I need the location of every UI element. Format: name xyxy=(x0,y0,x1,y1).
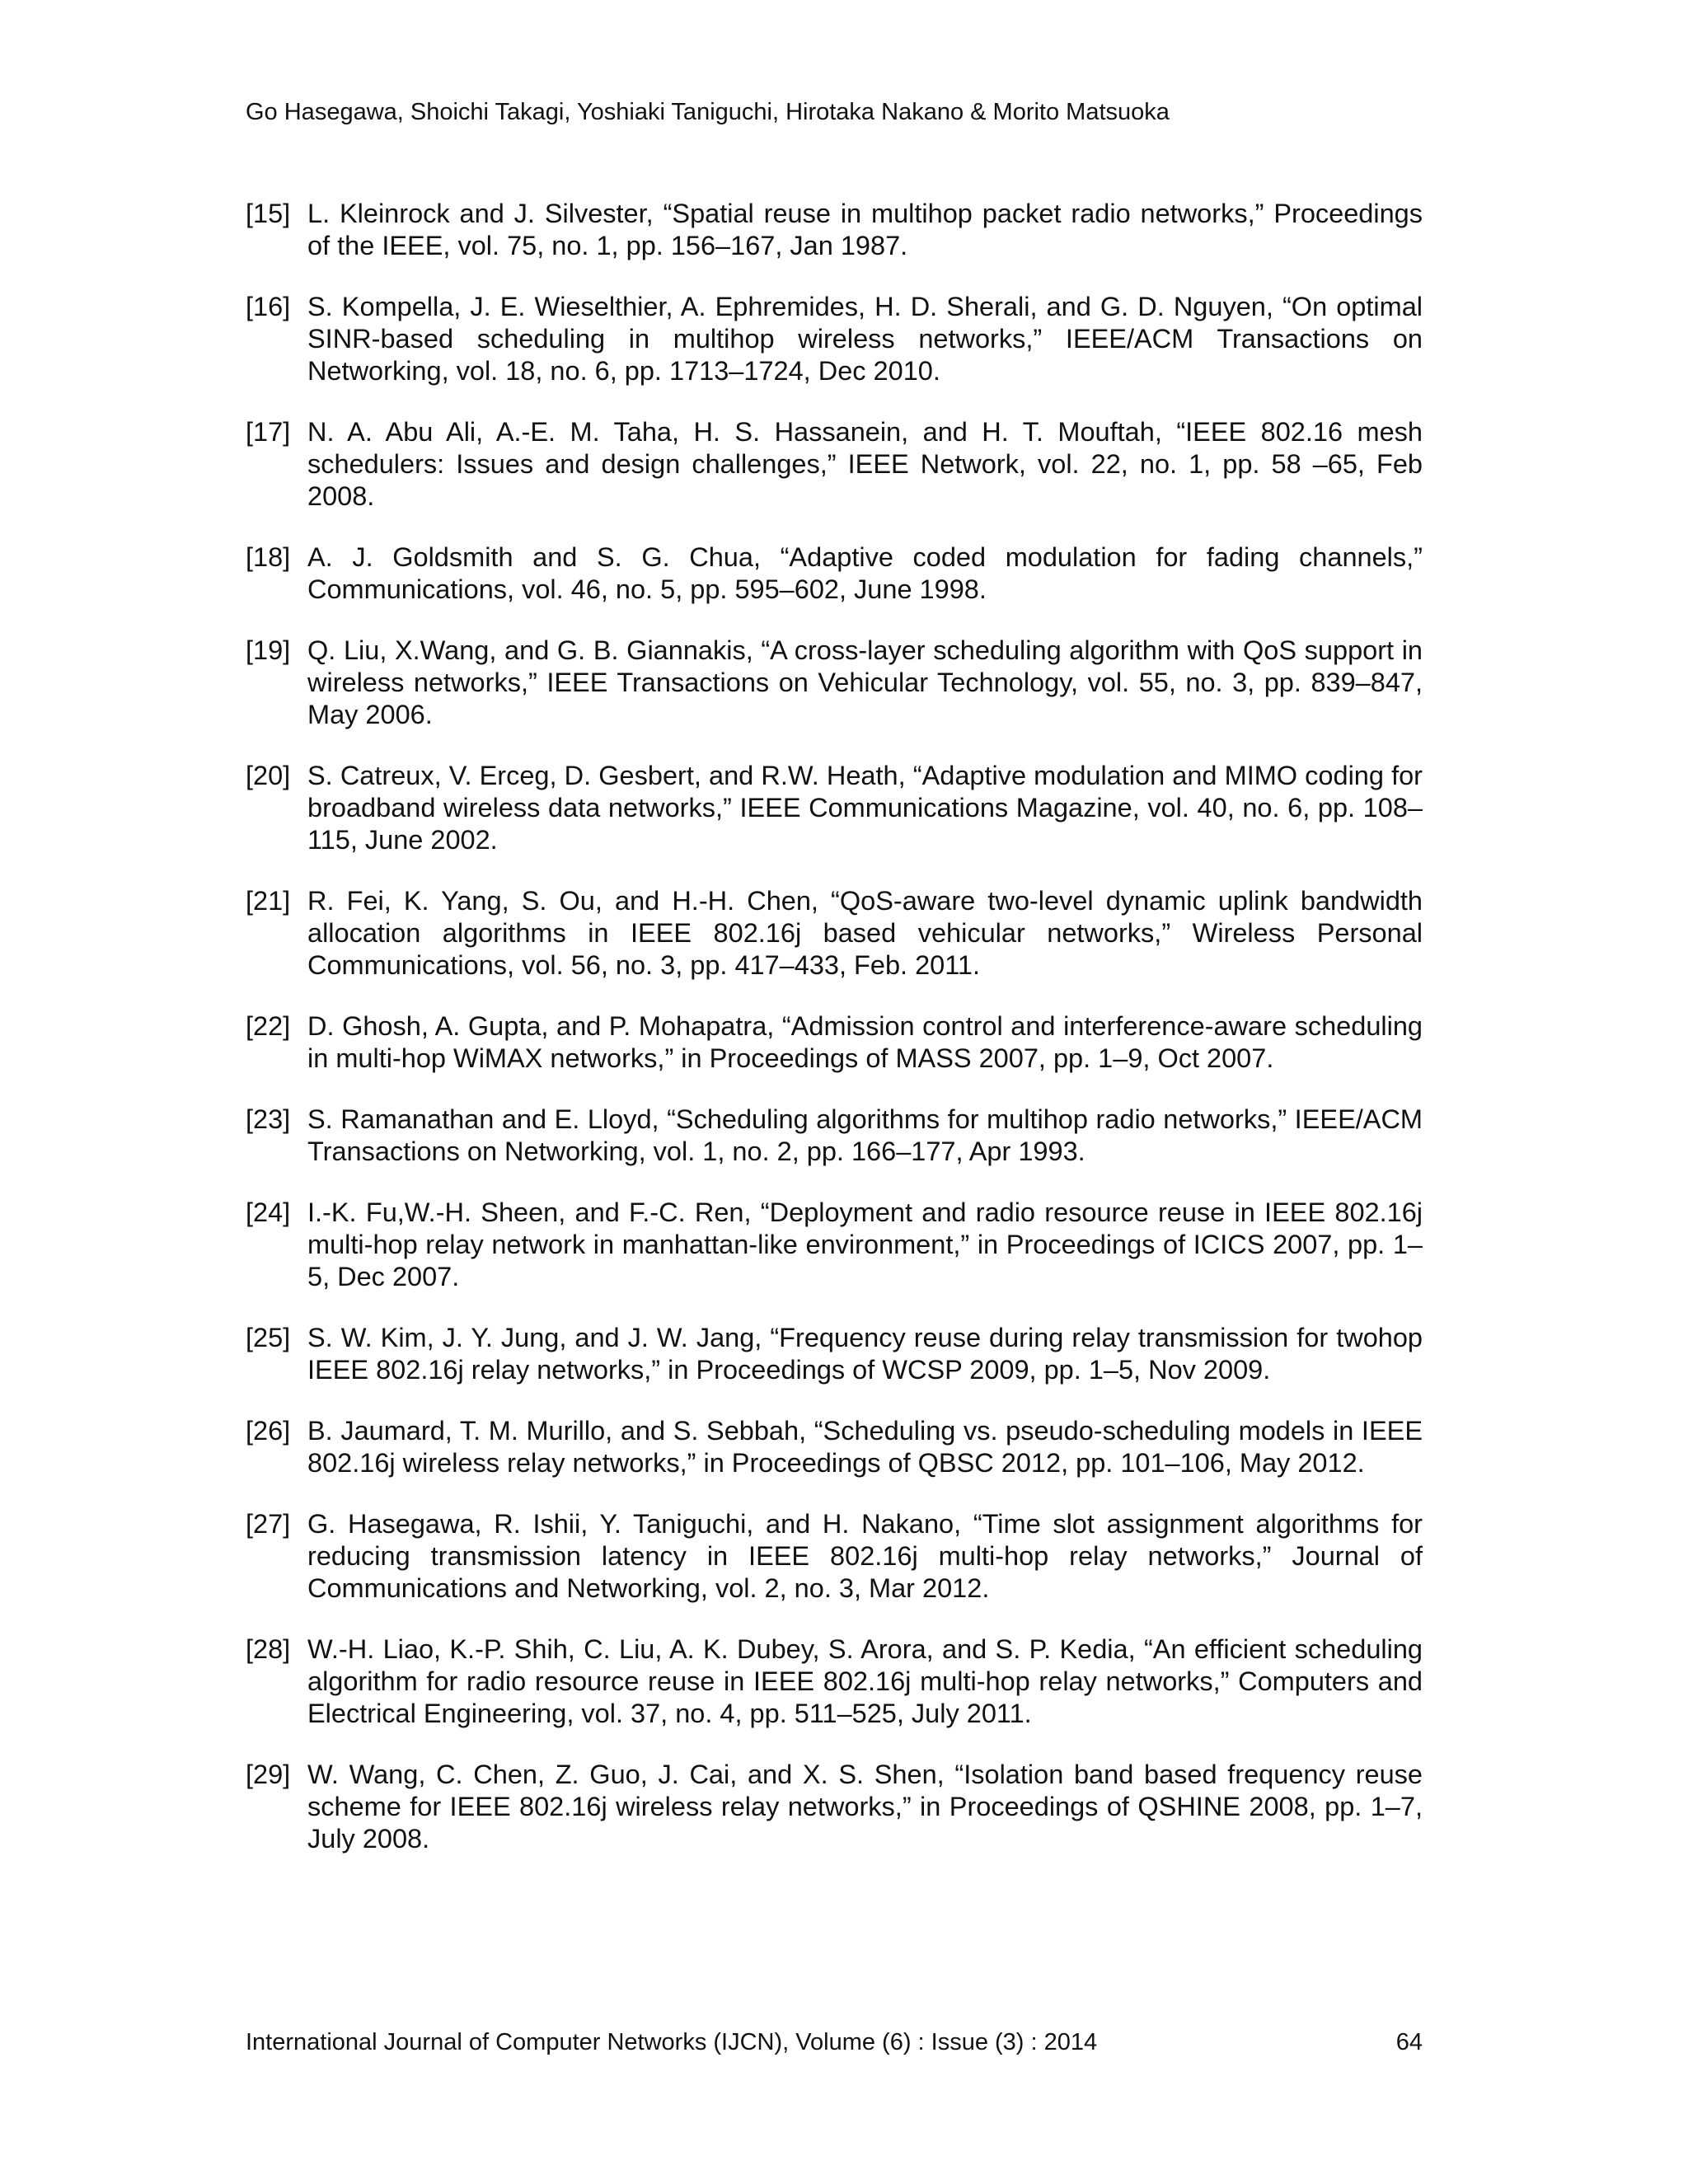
reference-item xyxy=(246,1508,1423,1605)
reference-list xyxy=(246,198,1423,1884)
footer-journal-citation: International Journal of Computer Networks (IJCN), Volume (6) : Issue (3) : 2014 xyxy=(246,2029,1098,2055)
reference-item xyxy=(246,1104,1423,1168)
reference-item xyxy=(246,1010,1423,1075)
reference-text: B. Jaumard, T. M. Murillo, and S. Sebbah, “Scheduling vs. pseudo-scheduling models in IEEE 802.16j wireless relay networks,” in Proceedings of QBSC 2012, pp. 101–106, May 2012. xyxy=(307,1416,1423,1478)
reference-item xyxy=(246,1197,1423,1293)
reference-item xyxy=(246,760,1423,856)
reference-item xyxy=(246,291,1423,387)
page-number: 64 xyxy=(1395,2029,1423,2055)
reference-item xyxy=(246,635,1423,731)
reference-item xyxy=(246,885,1423,982)
reference-number: [24] xyxy=(246,1197,291,1227)
reference-text: Q. Liu, X.Wang, and G. B. Giannakis, “A cross-layer scheduling algorithm with QoS support in wireless networks,” IEEE Transactions on Vehicular Technology, vol. 55, no. 3, pp. 839–847, May 2006. xyxy=(307,635,1423,729)
reference-number: [17] xyxy=(246,417,291,447)
reference-number: [18] xyxy=(246,542,291,572)
reference-item xyxy=(246,1415,1423,1479)
reference-text: R. Fei, K. Yang, S. Ou, and H.-H. Chen, “QoS-aware two-level dynamic uplink bandwidth allocation algorithms in IEEE 802.16j based vehicular networks,” Wireless Personal Communications, vol. 56, no. 3, pp. 417–433, Feb. 2011. xyxy=(307,886,1423,980)
reference-item xyxy=(246,1322,1423,1386)
reference-text: S. Kompella, J. E. Wieselthier, A. Ephremides, H. D. Sherali, and G. D. Nguyen, “On optimal SINR-based scheduling in multihop wireless networks,” IEEE/ACM Transactions on Networking, vol. 18, no. 6, pp. 1713–1724, Dec 2010. xyxy=(307,292,1423,386)
reference-item xyxy=(246,1633,1423,1730)
reference-item xyxy=(246,416,1423,513)
reference-number: [23] xyxy=(246,1104,291,1134)
reference-number: [21] xyxy=(246,886,291,916)
reference-text: I.-K. Fu,W.-H. Sheen, and F.-C. Ren, “Deployment and radio resource reuse in IEEE 802.16j multi-hop relay network in manhattan-like environment,” in Proceedings of ICICS 2007, pp. 1–5, Dec 2007. xyxy=(307,1197,1423,1291)
reference-number: [15] xyxy=(246,199,291,228)
reference-number: [29] xyxy=(246,1760,291,1789)
reference-number: [25] xyxy=(246,1323,291,1352)
reference-text: S. Ramanathan and E. Lloyd, “Scheduling algorithms for multihop radio networks,” IEEE/ACM Transactions on Networking, vol. 1, no. 2, pp. 166–177, Apr 1993. xyxy=(307,1104,1423,1166)
reference-text: W. Wang, C. Chen, Z. Guo, J. Cai, and X. S. Shen, “Isolation band based frequency reuse scheme for IEEE 802.16j wireless relay networks,” in Proceedings of QSHINE 2008, pp. 1–7, July 2008. xyxy=(307,1760,1423,1854)
reference-text: D. Ghosh, A. Gupta, and P. Mohapatra, “Admission control and interference-aware scheduling in multi-hop WiMAX networks,” in Proceedings of MASS 2007, pp. 1–9, Oct 2007. xyxy=(307,1011,1423,1073)
reference-text: S. Catreux, V. Erceg, D. Gesbert, and R.W. Heath, “Adaptive modulation and MIMO coding for broadband wireless data networks,” IEEE Communications Magazine, vol. 40, no. 6, pp. 108–115, June 2002. xyxy=(307,761,1423,855)
reference-text: G. Hasegawa, R. Ishii, Y. Taniguchi, and H. Nakano, “Time slot assignment algorithms for reducing transmission latency in IEEE 802.16j multi-hop relay networks,” Journal of Communications and Networking, vol. 2, no. 3, Mar 2012. xyxy=(307,1509,1423,1603)
reference-text: N. A. Abu Ali, A.-E. M. Taha, H. S. Hassanein, and H. T. Mouftah, “IEEE 802.16 mesh schedulers: Issues and design challenges,” IEEE Network, vol. 22, no. 1, pp. 58 –65, Feb 2008. xyxy=(307,417,1423,511)
reference-number: [28] xyxy=(246,1634,291,1664)
reference-number: [22] xyxy=(246,1011,291,1041)
page-header-authors: Go Hasegawa, Shoichi Takagi, Yoshiaki Taniguchi, Hirotaka Nakano & Morito Matsuoka xyxy=(246,99,1170,125)
reference-number: [27] xyxy=(246,1509,291,1539)
reference-item xyxy=(246,541,1423,606)
reference-number: [20] xyxy=(246,761,291,790)
reference-text: W.-H. Liao, K.-P. Shih, C. Liu, A. K. Dubey, S. Arora, and S. P. Kedia, “An efficient scheduling algorithm for radio resource reuse in IEEE 802.16j multi-hop relay networks,” Computers and Electrical Engineering, vol. 37, no. 4, pp. 511–525, July 2011. xyxy=(307,1634,1423,1728)
reference-text: L. Kleinrock and J. Silvester, “Spatial reuse in multihop packet radio networks,” Proceedings of the IEEE, vol. 75, no. 1, pp. 156–167, Jan 1987. xyxy=(307,199,1423,260)
reference-number: [16] xyxy=(246,292,291,321)
reference-number: [19] xyxy=(246,635,291,665)
reference-text: S. W. Kim, J. Y. Jung, and J. W. Jang, “Frequency reuse during relay transmission for twohop IEEE 802.16j relay networks,” in Proceedings of WCSP 2009, pp. 1–5, Nov 2009. xyxy=(307,1323,1423,1385)
reference-number: [26] xyxy=(246,1416,291,1446)
reference-text: A. J. Goldsmith and S. G. Chua, “Adaptive coded modulation for fading channels,” Communications, vol. 46, no. 5, pp. 595–602, June 1998. xyxy=(307,542,1423,604)
reference-item xyxy=(246,198,1423,262)
reference-item xyxy=(246,1759,1423,1855)
